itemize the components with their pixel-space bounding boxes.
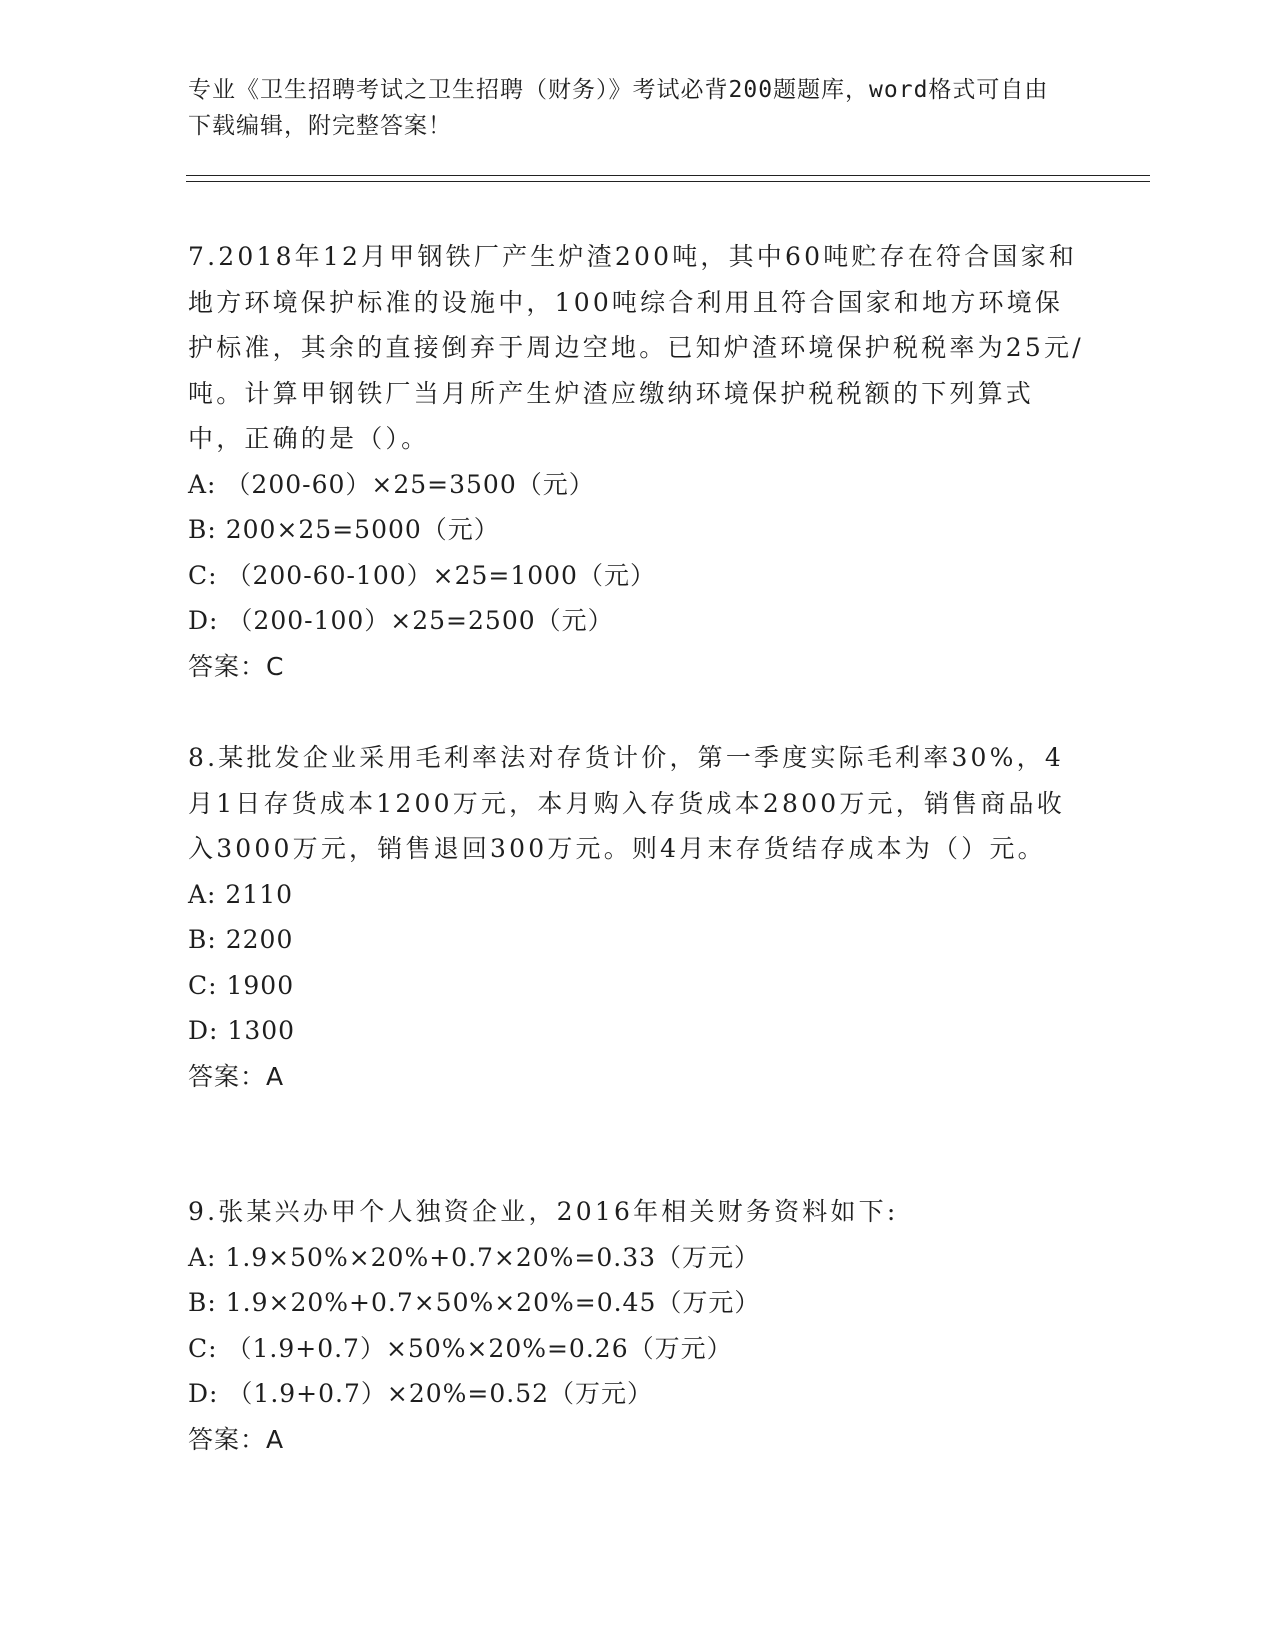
option-c: C: （200-60-100）×25=1000（元） [188,560,656,590]
option-a: A: 1.9×50%×20%+0.7×20%=0.33（万元） [188,1242,761,1272]
question-stem: 7.2018年12月甲钢铁厂产生炉渣200吨，其中60吨贮存在符合国家和地方环境保护标准的设施中，100吨综合利用且符合国家和地方环境保护标准，其余的直接倒弃于周边空地。已知炉渣环境保护税税率为25元/吨。计算甲钢铁厂当月所产生炉渣应缴纳环境保护税税额的下列算式中，正确的是（）。 [188,242,1084,453]
question-stem: 9.张某兴办甲个人独资企业，2016年相关财务资料如下: [188,1197,899,1226]
option-c: C: 1900 [188,970,295,1000]
option-d: D: （1.9+0.7）×20%=0.52（万元） [188,1379,654,1408]
option-d: D: （200-100）×25=2500（元） [188,606,614,635]
header-divider-top [186,175,1150,176]
answer: 答案：A [188,1424,285,1454]
header-divider-bottom [186,181,1150,182]
option-a: A: 2110 [188,879,294,909]
document-header: 专业《卫生招聘考试之卫生招聘（财务）》考试必背200题题库，word格式可自由下载编辑，附完整答案！ [188,77,1049,139]
question-stem: 8.某批发企业采用毛利率法对存货计价，第一季度实际毛利率30%，4月1日存货成本1200万元，本月购入存货成本2800万元，销售商品收入3000万元，销售退回300万元。则4月末存货结存成本为（）元。 [188,743,1065,863]
option-b: B: 200×25=5000（元） [188,515,500,544]
option-a: A: （200-60）×25=3500（元） [188,469,595,499]
option-b: B: 2200 [188,925,294,954]
question-7 [188,234,1088,689]
answer: 答案：A [188,1061,285,1091]
option-b: B: 1.9×20%+0.7×50%×20%=0.45（万元） [188,1288,761,1317]
question-9 [188,1189,1088,1462]
option-d: D: 1300 [188,1016,296,1045]
question-8 [188,735,1088,1099]
option-c: C: （1.9+0.7）×50%×20%=0.26（万元） [188,1333,733,1363]
answer: 答案：C [188,651,285,681]
